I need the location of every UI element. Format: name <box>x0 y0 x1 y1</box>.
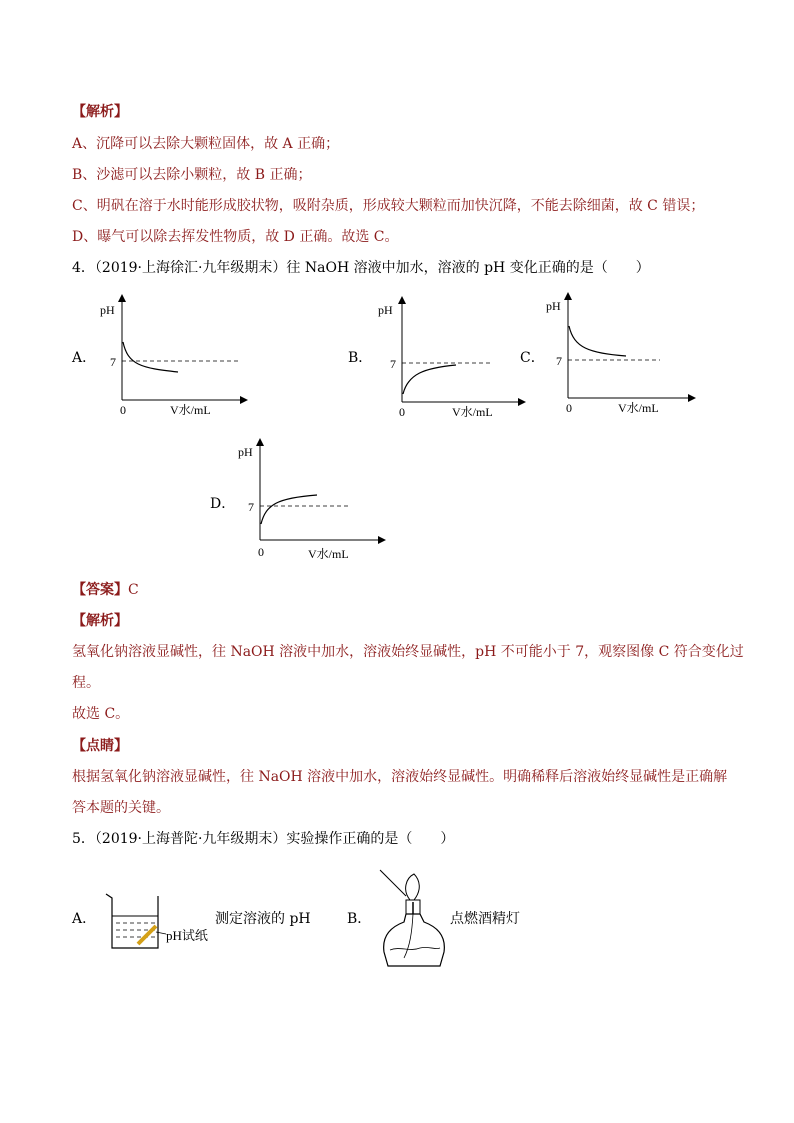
x-axis-label: V水/mL <box>170 403 211 417</box>
answer-value: C <box>128 582 139 598</box>
q5-option-a-label: A． <box>72 911 97 927</box>
option-c-label: C． <box>520 350 545 366</box>
tick-7-label: 7 <box>248 500 254 514</box>
ph-paper-label: pH试纸 <box>166 928 208 943</box>
x-axis-label: V水/mL <box>308 547 349 561</box>
q5-option-b-caption: 点燃酒精灯 <box>450 911 520 927</box>
q4-analysis-heading: 【解析】 <box>72 613 128 629</box>
question-4-stem: 4．（2019·上海徐汇·九年级期末）往 NaOH 溶液中加水，溶液的 pH 变化正确的是（ ） <box>72 260 650 276</box>
tick-7-label: 7 <box>556 354 562 368</box>
ph-curve <box>123 342 178 372</box>
y-axis-label: pH <box>238 445 253 459</box>
q5-option-b-label: B． <box>347 911 372 927</box>
beaker-ph-illustration <box>100 888 220 968</box>
tick-7-label: 7 <box>110 355 116 369</box>
q5-option-a-caption: 测定溶液的 pH <box>215 911 311 927</box>
point-heading: 【点睛】 <box>72 738 128 754</box>
y-axis-label: pH <box>100 303 115 317</box>
y-axis-label: pH <box>546 299 561 313</box>
answer-row <box>72 581 139 599</box>
q4-analysis-line-2: 程。 <box>72 675 100 691</box>
origin-label: 0 <box>399 405 405 419</box>
x-axis-label: V水/mL <box>618 401 659 415</box>
origin-label: 0 <box>120 403 126 417</box>
ph-paper-strip <box>138 926 156 944</box>
lamp-body <box>384 914 445 966</box>
origin-label: 0 <box>258 545 264 559</box>
tick-7-label: 7 <box>390 357 396 371</box>
flame-icon <box>406 874 420 900</box>
ph-curve <box>261 495 317 524</box>
graph-d <box>234 436 394 566</box>
question-5-stem: 5．（2019·上海普陀·九年级期末）实验操作正确的是（ ） <box>72 831 455 847</box>
lamp-liquid <box>390 947 440 950</box>
alcohol-lamp-illustration <box>370 866 460 976</box>
graph-c <box>544 290 704 420</box>
option-a-label: A． <box>72 350 97 366</box>
analysis-line-a: A、沉降可以去除大颗粒固体，故 A 正确； <box>72 136 340 152</box>
x-axis-label: V水/mL <box>452 405 493 419</box>
ph-curve <box>569 326 626 356</box>
answer-heading: 【答案】 <box>72 582 128 598</box>
graph-a <box>96 290 256 420</box>
origin-label: 0 <box>566 401 572 415</box>
q4-analysis-line-3: 故选 C。 <box>72 706 130 722</box>
q4-analysis-line-1: 氢氧化钠溶液显碱性，往 NaOH 溶液中加水，溶液始终显碱性，pH 不可能小于 7，观察图像 C 符合变化过 <box>72 644 744 660</box>
analysis-line-c: C、明矾在溶于水时能形成胶状物，吸附杂质，形成较大颗粒而加快沉降，不能去除细菌，故 C 错误； <box>72 198 705 214</box>
match-stick <box>380 870 406 896</box>
analysis-line-b: B、沙滤可以去除小颗粒，故 B 正确； <box>72 167 312 183</box>
lamp-wick-inside <box>404 914 413 958</box>
option-d-label: D． <box>210 496 236 512</box>
point-line-2: 答本题的关键。 <box>72 800 170 816</box>
analysis-line-d: D、曝气可以除去挥发性物质，故 D 正确。故选 C。 <box>72 229 399 245</box>
option-b-label: B． <box>348 350 373 366</box>
y-axis-label: pH <box>378 303 393 317</box>
beaker-outline <box>106 894 158 948</box>
ph-curve <box>403 365 456 394</box>
analysis-heading: 【解析】 <box>72 104 128 120</box>
graph-b <box>374 292 534 422</box>
point-line-1: 根据氢氧化钠溶液显碱性，往 NaOH 溶液中加水，溶液始终显碱性。明确稀释后溶液始终显碱性是正确解 <box>72 769 728 785</box>
